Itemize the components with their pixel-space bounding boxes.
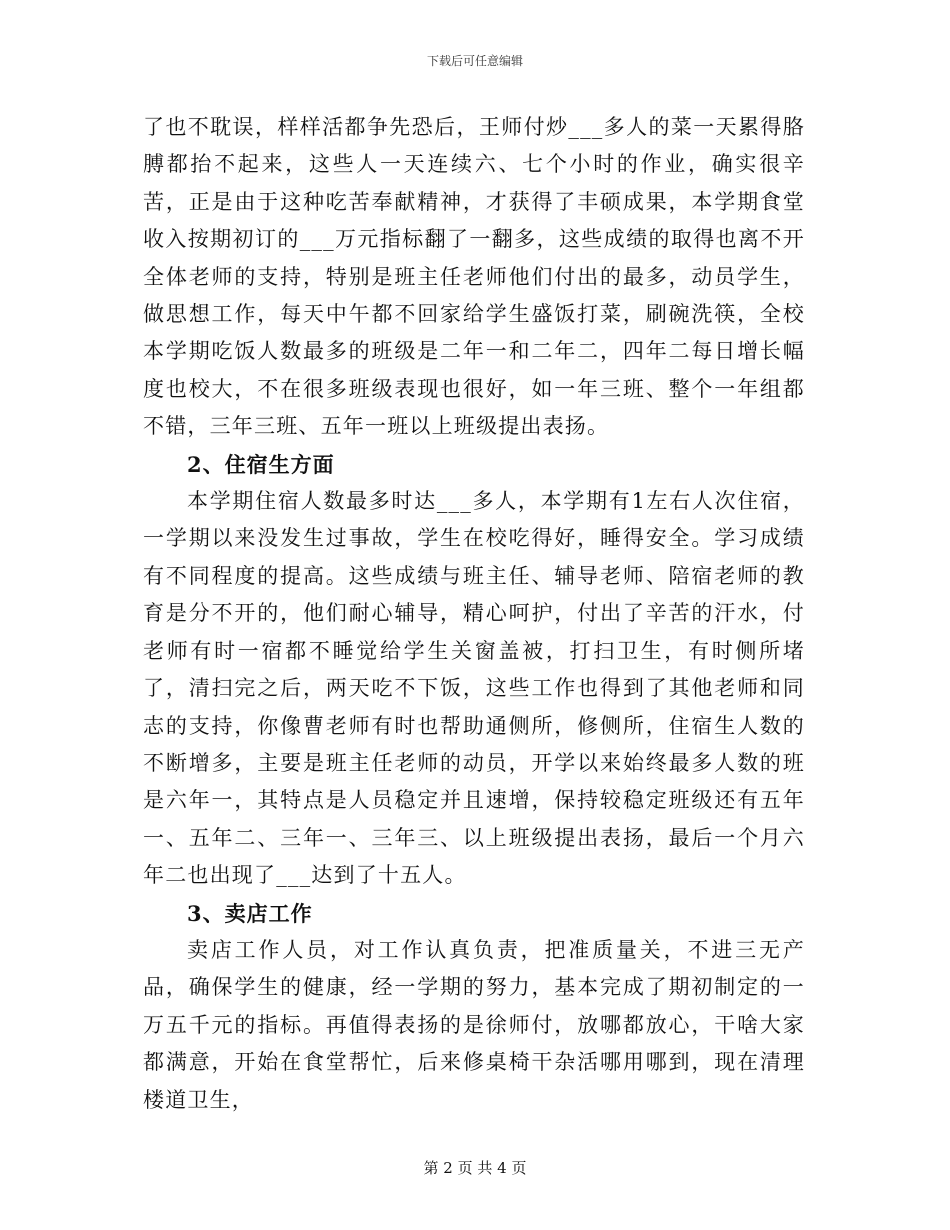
paragraph-canteen-continued: 了也不耽误，样样活都争先恐后，王师付炒___多人的菜一天累得胳膊都抬不起来，这些人一天连续六、七个小时的作业，确实很辛苦，正是由于这种吃苦奉献精神，才获得了丰硕成果，本学期食堂收入按期初订的___万元指标翻了一翻多，这些成绩的取得也离不开全体老师的支持，特别是班主任老师他们付出的最多，动员学生，做思想工作，每天中午都不回家给学生盛饭打菜，刷碗洗筷，全校本学期吃饭人数最多的班级是二年一和二年二，四年二每日增长幅度也校大，不在很多班级表现也很好，如一年三班、整个一年组都不错，三年三班、五年一班以上班级提出表扬。 [143,115,805,439]
document-body [143,109,805,1119]
paragraph-shop: 卖店工作人员，对工作认真负责，把准质量关，不进三无产品，确保学生的健康，经一学期的努力，基本完成了期初制定的一万五千元的指标。再值得表扬的是徐师付，放哪都放心，干啥大家都满意，开始在食堂帮忙，后来修桌椅干杂活哪用哪到，现在清理楼道卫生， [143,937,805,1112]
paragraph-dormitory: 本学期住宿人数最多时达___多人，本学期有1左右人次住宿，一学期以来没发生过事故，学生在校吃得好，睡得安全。学习成绩有不同程度的提高。这些成绩与班主任、辅导老师、陪宿老师的教育是分不开的，他们耐心辅导，精心呵护，付出了辛苦的汗水，付老师有时一宿都不睡觉给学生关窗盖被，打扫卫生，有时侧所堵了，清扫完之后，两天吃不下饭，这些工作也得到了其他老师和同志的支持，你像曹老师有时也帮助通侧所，修侧所，住宿生人数的不断增多，主要是班主任老师的动员，开学以来始终最多人数的班是六年一，其特点是人员稳定并且速增，保持较稳定班级还有五年一、五年二、三年一、三年三、以上班级提出表扬，最后一个月六年二也出现了___达到了十五人。 [143,489,805,888]
section-heading-dormitory: 2、住宿生方面 [187,451,335,477]
page-header: 下载后可任意编辑 [426,54,523,68]
page-footer: 第 2 页 共 4 页 [423,1159,527,1177]
section-heading-shop: 3、卖店工作 [187,900,313,926]
